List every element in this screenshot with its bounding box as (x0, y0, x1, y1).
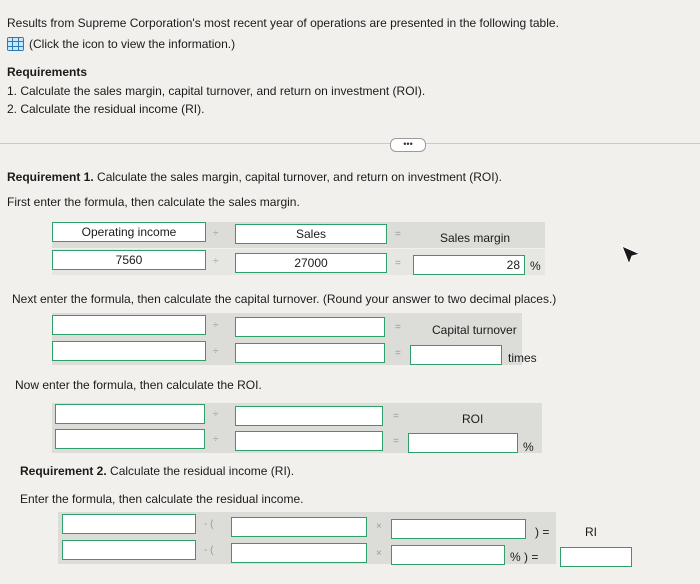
roi-denominator-label-field[interactable] (235, 406, 383, 426)
ri-instruction: Enter the formula, then calculate the residual income. (20, 492, 304, 506)
ri-value-field-1[interactable] (62, 540, 196, 560)
ri-label-field-3[interactable] (391, 519, 526, 539)
req1-title-rest: Calculate the sales margin, capital turnover, and return on investment (ROI). (93, 170, 502, 184)
capital-turnover-label: Capital turnover (432, 323, 517, 337)
ri-value-field-3[interactable] (391, 545, 505, 565)
divide-operator: ÷ (213, 409, 219, 420)
times-operator: × (376, 548, 382, 559)
click-icon-text: (Click the icon to view the information.) (29, 37, 236, 51)
equals-operator: = (395, 348, 401, 359)
equals-operator: = (395, 229, 401, 240)
sales-margin-result-field[interactable]: 28 (413, 255, 525, 275)
capital-turnover-numerator-label-field[interactable] (52, 315, 206, 335)
divide-operator: ÷ (213, 346, 219, 357)
req2-title-bold: Requirement 2. (20, 464, 107, 478)
table-icon[interactable] (7, 37, 24, 51)
ri-label-field-1[interactable] (62, 514, 196, 534)
roi-instruction: Now enter the formula, then calculate the ROI. (15, 378, 262, 392)
roi-result-field[interactable] (408, 433, 518, 453)
ri-label: RI (585, 525, 597, 539)
capital-turnover-denominator-label-field[interactable] (235, 317, 385, 337)
roi-percent-unit: % (523, 440, 534, 454)
ri-value-field-2[interactable] (231, 543, 367, 563)
ri-result-field[interactable] (560, 547, 632, 567)
req2-title-rest: Calculate the residual income (RI). (106, 464, 295, 478)
equals-operator: = (395, 258, 401, 269)
req2-title (20, 464, 294, 478)
roi-numerator-label-field[interactable] (55, 404, 205, 424)
divide-operator: ÷ (213, 434, 219, 445)
sales-margin-instruction: First enter the formula, then calculate the sales margin. (7, 195, 300, 209)
sales-label-field[interactable]: Sales (235, 224, 387, 244)
equals-operator: = (393, 411, 399, 422)
sales-value-field[interactable]: 27000 (235, 253, 387, 273)
sales-margin-label: Sales margin (440, 231, 511, 245)
intro-text: Results from Supreme Corporation's most recent year of operations are presented in the following table. (7, 16, 559, 30)
divide-operator: ÷ (213, 320, 219, 331)
equals-operator: = (393, 436, 399, 447)
req1-title-bold: Requirement 1. (7, 170, 94, 184)
capital-turnover-instruction: Next enter the formula, then calculate the capital turnover. (Round your answer to two decimal places.) (12, 292, 557, 306)
times-operator: × (376, 521, 382, 532)
times-unit: times (508, 351, 537, 365)
roi-numerator-value-field[interactable] (55, 429, 205, 449)
ri-label-field-2[interactable] (231, 517, 367, 537)
capital-turnover-numerator-value-field[interactable] (52, 341, 206, 361)
capital-turnover-denominator-value-field[interactable] (235, 343, 385, 363)
divide-operator: ÷ (213, 256, 219, 267)
requirement-item-2: 2. Calculate the residual income (RI). (7, 102, 205, 116)
capital-turnover-result-field[interactable] (410, 345, 502, 365)
minus-open-operator: - ( (204, 519, 214, 530)
operating-income-label-field[interactable]: Operating income (52, 222, 206, 242)
divide-operator: ÷ (213, 228, 219, 239)
percent-unit: % (530, 259, 541, 273)
more-button[interactable]: ••• (390, 138, 426, 152)
minus-open-operator: - ( (204, 545, 214, 556)
requirement-item-1: 1. Calculate the sales margin, capital turnover, and return on investment (ROI). (7, 84, 426, 98)
divider (0, 143, 700, 144)
req1-title (7, 170, 502, 184)
mouse-cursor-icon (620, 244, 642, 266)
equals-operator: = (395, 322, 401, 333)
requirements-title: Requirements (7, 65, 88, 79)
percent-close-equals: % ) = (510, 550, 539, 564)
roi-denominator-value-field[interactable] (235, 431, 383, 451)
close-equals: ) = (535, 525, 550, 539)
operating-income-value-field[interactable]: 7560 (52, 250, 206, 270)
roi-label: ROI (462, 412, 484, 426)
